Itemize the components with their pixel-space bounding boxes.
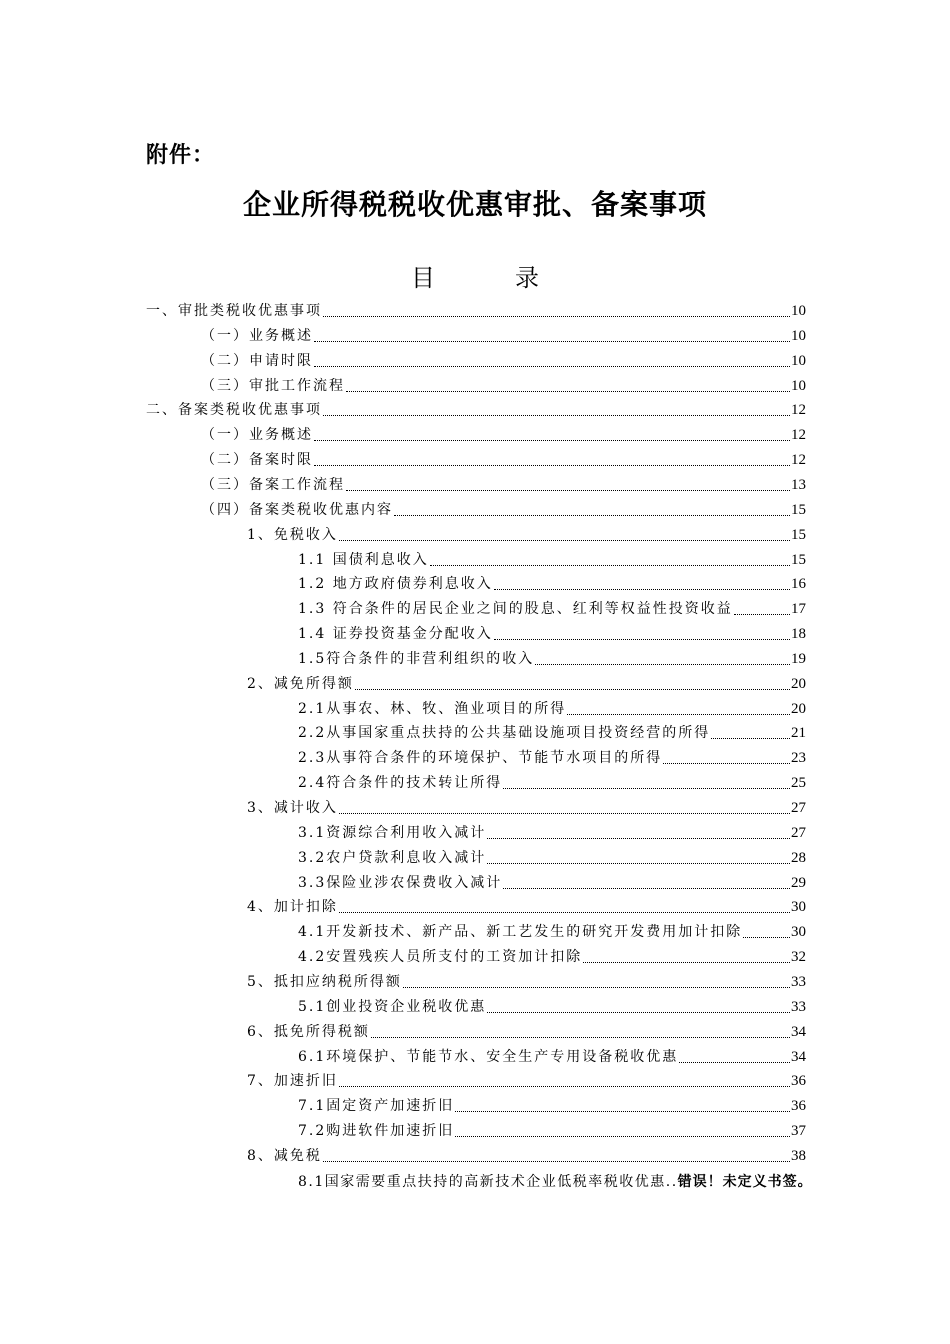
toc-entry[interactable] <box>201 349 806 373</box>
toc-entry-label: 2.4符合条件的技术转让所得 <box>298 775 503 792</box>
toc-entry[interactable] <box>201 324 806 348</box>
toc-leader-dots <box>503 887 790 889</box>
toc-entry-label: （一）业务概述 <box>201 427 313 444</box>
toc-entry[interactable] <box>298 721 806 745</box>
toc-leader-dots <box>394 514 790 516</box>
toc-entry[interactable] <box>298 597 806 621</box>
toc-entry[interactable] <box>247 1069 806 1093</box>
toc-entry-label: 1、免税收入 <box>247 526 338 543</box>
toc-leader-dots <box>346 390 790 392</box>
toc-leader-dots <box>339 812 790 814</box>
toc-entry[interactable] <box>298 871 806 895</box>
toc-leader-dots <box>314 365 790 367</box>
toc-entry-label: （一）业务概述 <box>201 327 313 344</box>
toc-entry-label: 3、减计收入 <box>247 800 338 816</box>
toc-entry[interactable] <box>298 697 806 721</box>
toc-page-number: 36 <box>791 1073 806 1090</box>
toc-entry[interactable] <box>201 374 806 398</box>
toc-entry[interactable] <box>298 821 806 845</box>
toc-entry-label: 2.3从事符合条件的环境保护、节能节水项目的所得 <box>298 750 663 767</box>
toc-entry[interactable] <box>247 796 806 820</box>
toc-page-number: 20 <box>791 700 806 717</box>
toc-entry[interactable] <box>247 895 806 919</box>
toc-leader-dots <box>503 787 790 789</box>
toc-page-number: 29 <box>791 874 806 891</box>
toc-entry-label: 7.1固定资产加速折旧 <box>298 1098 455 1115</box>
toc-entry-label: 7、加速折旧 <box>247 1073 338 1090</box>
toc-page-number: 30 <box>791 899 806 916</box>
toc-page-number: 18 <box>791 626 806 643</box>
toc-entry[interactable] <box>201 448 806 472</box>
toc-entry[interactable] <box>298 771 806 795</box>
toc-entry[interactable] <box>298 746 806 770</box>
toc-entry-label: （三）备案工作流程 <box>201 476 345 493</box>
toc-leader-dots <box>494 638 790 640</box>
toc-entry-label: 1.1 国债利息收入 <box>298 551 429 568</box>
toc-entry-label: （二）申请时限 <box>201 352 313 369</box>
toc-entry[interactable] <box>298 995 806 1019</box>
toc-entry[interactable] <box>298 846 806 870</box>
toc-entry[interactable] <box>247 523 806 547</box>
toc-page-number: 34 <box>791 1048 806 1065</box>
toc-entry[interactable] <box>201 423 806 447</box>
toc-page-number: 15 <box>791 526 806 543</box>
toc-entry-label: 1.5符合条件的非营利组织的收入 <box>298 650 535 667</box>
toc-leader-dots <box>339 539 790 541</box>
toc-page-number: 13 <box>791 476 806 493</box>
toc-page-number: 33 <box>791 998 806 1015</box>
toc-entry[interactable] <box>201 473 806 497</box>
toc-page-number: 12 <box>791 427 806 444</box>
toc-entry-label: 8.1国家需要重点扶持的高新技术企业低税率税收优惠 <box>298 1174 666 1190</box>
toc-leader-dots <box>371 1036 790 1038</box>
toc-entry-label: （三）审批工作流程 <box>201 377 345 394</box>
toc-entry[interactable] <box>298 647 806 671</box>
toc-entry-label: （二）备案时限 <box>201 452 313 469</box>
toc-entry[interactable] <box>247 672 806 696</box>
toc-entry[interactable] <box>146 398 806 422</box>
toc-entry-label: 6.1环境保护、节能节水、安全生产专用设备税收优惠 <box>298 1048 679 1065</box>
toc-entry-label: 2.2从事国家重点扶持的公共基础设施项目投资经营的所得 <box>298 725 711 742</box>
toc-entry-label: 1.3 符合条件的居民企业之间的股息、红利等权益性投资收益 <box>298 601 733 618</box>
toc-leader-dots <box>567 713 790 715</box>
toc-page-number: 36 <box>791 1098 806 1115</box>
toc-page-number: 30 <box>791 924 806 941</box>
toc-leader-dots <box>314 439 790 441</box>
toc-leader-dots <box>314 340 790 342</box>
toc-entry-label: 6、抵免所得税额 <box>247 1023 370 1040</box>
toc-page-number: 12 <box>791 402 806 419</box>
toc-leader-dots <box>679 1061 790 1063</box>
toc-entry-last[interactable] <box>298 1170 814 1194</box>
toc-leader-dots <box>403 986 790 988</box>
toc-page-number: 20 <box>791 675 806 692</box>
toc-page-number: 12 <box>791 452 806 469</box>
toc-page-number: 32 <box>791 949 806 966</box>
toc-page-number: 25 <box>791 775 806 792</box>
toc-entry-dots: .. <box>665 1174 678 1190</box>
toc-entry[interactable] <box>298 548 806 572</box>
toc-entry[interactable] <box>298 1094 806 1118</box>
toc-entry[interactable] <box>298 1119 806 1143</box>
toc-page-number: 15 <box>791 551 806 568</box>
toc-leader-dots <box>734 613 790 615</box>
toc-entry[interactable] <box>146 299 806 323</box>
toc-heading: 目 录 <box>411 264 567 292</box>
toc-leader-dots <box>487 837 790 839</box>
toc-entry[interactable] <box>298 622 806 646</box>
toc-page-number: 23 <box>791 750 806 767</box>
toc-page-number: 38 <box>791 1147 806 1164</box>
toc-leader-dots <box>743 936 790 938</box>
toc-leader-dots <box>455 1110 790 1112</box>
toc-entry-label: 5、抵扣应纳税所得额 <box>247 973 402 990</box>
toc-leader-dots <box>314 464 790 466</box>
toc-entry-label: 1.4 证券投资基金分配收入 <box>298 626 493 643</box>
document-title: 企业所得税税收优惠审批、备案事项 <box>242 188 707 221</box>
toc-entry-label: 4.2安置残疾人员所支付的工资加计扣除 <box>298 949 583 966</box>
toc-leader-dots <box>355 688 790 690</box>
toc-page-number: 16 <box>791 576 806 593</box>
toc-page-number: 28 <box>791 849 806 866</box>
toc-entry-label: 7.2购进软件加速折旧 <box>298 1123 455 1140</box>
toc-leader-dots <box>339 1085 790 1087</box>
toc-page-number: 37 <box>791 1123 806 1140</box>
toc-leader-dots <box>430 564 790 566</box>
toc-leader-dots <box>711 737 790 739</box>
toc-entry-label: 3.3保险业涉农保费收入减计 <box>298 874 503 891</box>
toc-entry-label: 5.1创业投资企业税收优惠 <box>298 998 487 1015</box>
toc-leader-dots <box>323 414 790 416</box>
toc-page-number: 10 <box>791 303 806 319</box>
toc-entry-label: 一、审批类税收优惠事项 <box>146 303 322 319</box>
toc-leader-dots <box>487 862 790 864</box>
bookmark-error-text: 错误！未定义书签。 <box>677 1174 813 1190</box>
toc-page-number: 19 <box>791 650 806 667</box>
toc-entry-label: 2、减免所得额 <box>247 675 354 692</box>
toc-page-number: 34 <box>791 1023 806 1040</box>
toc-leader-dots <box>663 762 790 764</box>
toc-entry[interactable] <box>298 572 806 596</box>
toc-page-number: 27 <box>791 824 806 841</box>
toc-leader-dots <box>323 1160 790 1162</box>
toc-page-number: 10 <box>791 327 806 344</box>
toc-page-number: 10 <box>791 377 806 394</box>
toc-entry[interactable] <box>247 970 806 994</box>
toc-leader-dots <box>494 588 790 590</box>
toc-page-number: 27 <box>791 800 806 816</box>
toc-entry-label: 4、加计扣除 <box>247 899 338 916</box>
toc-entry-label: 二、备案类税收优惠事项 <box>146 402 322 419</box>
toc-entry[interactable] <box>298 1045 806 1069</box>
toc-leader-dots <box>583 961 790 963</box>
toc-entry[interactable] <box>247 1020 806 1044</box>
toc-entry[interactable] <box>298 920 806 944</box>
toc-entry[interactable] <box>247 1144 806 1168</box>
toc-entry-label: 8、减免税 <box>247 1147 322 1164</box>
toc-entry-label: 3.1资源综合利用收入减计 <box>298 824 487 841</box>
toc-entry-label: 1.2 地方政府债券利息收入 <box>298 576 493 593</box>
toc-leader-dots <box>455 1135 790 1137</box>
toc-page-number: 33 <box>791 973 806 990</box>
toc-page-number: 15 <box>791 501 806 518</box>
toc-entry-label: （四）备案类税收优惠内容 <box>201 501 393 518</box>
attachment-label: 附件： <box>146 143 216 168</box>
toc-leader-dots <box>535 663 790 665</box>
toc-entry[interactable] <box>201 498 806 522</box>
toc-entry-label: 2.1从事农、林、牧、渔业项目的所得 <box>298 700 567 717</box>
toc-page-number: 17 <box>791 601 806 618</box>
toc-entry-label: 3.2农户贷款利息收入减计 <box>298 849 487 866</box>
toc-page-number: 21 <box>791 725 806 742</box>
toc-leader-dots <box>346 489 790 491</box>
toc-leader-dots <box>323 315 790 317</box>
toc-page-number: 10 <box>791 352 806 369</box>
toc-entry[interactable] <box>298 945 806 969</box>
toc-leader-dots <box>339 911 790 913</box>
toc-entry-label: 4.1开发新技术、新产品、新工艺发生的研究开发费用加计扣除 <box>298 924 743 941</box>
toc-leader-dots <box>487 1011 790 1013</box>
